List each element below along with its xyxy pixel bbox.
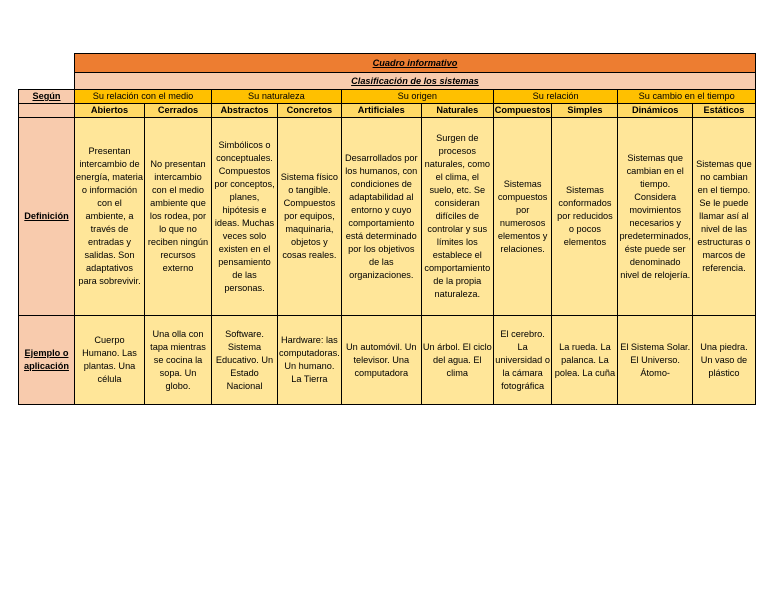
table-cell: Software. Sistema Educativo. Un Estado Nacional — [212, 316, 278, 405]
category-header: Su relación con el medio — [75, 90, 212, 104]
row-label-ejemplo: Ejemplo o aplicación — [19, 316, 75, 405]
subcategory-header: Dinámicos — [618, 104, 693, 118]
table-cell: La rueda. La palanca. La polea. La cuña — [552, 316, 618, 405]
table-subtitle: Clasificación de los sistemas — [75, 73, 756, 90]
table-title: Cuadro informativo — [75, 54, 756, 73]
subcategory-header: Estáticos — [692, 104, 755, 118]
table-cell: El cerebro. La universidad o la cámara fotográfica — [493, 316, 552, 405]
table-cell: Presentan intercambio de energía, materia o información con el ambiente, a través de entradas y salidas. Son adaptativos para sobrevivir. — [75, 118, 145, 316]
table-row — [19, 118, 756, 316]
category-header: Su naturaleza — [212, 90, 342, 104]
table-row — [19, 316, 756, 405]
table-cell: Surgen de procesos naturales, como el clima, el suelo, etc. Se consideran difíciles de controlar y sus límites los establece el comportamiento de la propia naturaleza. — [421, 118, 493, 316]
table-cell: Desarrollados por los humanos, con condiciones de adaptabilidad al entorno y cuyo comportamiento está determinado por los objetivos de las organizaciones. — [341, 118, 421, 316]
table-cell: Una olla con tapa mientras se cocina la sopa. Un globo. — [145, 316, 212, 405]
subcategory-header: Simples — [552, 104, 618, 118]
table-cell: Sistemas que no cambian en el tiempo. Se le puede llamar así al nivel de las estructuras o marcos de referencia. — [692, 118, 755, 316]
table-cell: Un automóvil. Un televisor. Una computadora — [341, 316, 421, 405]
table-cell: Un árbol. El ciclo del agua. El clima — [421, 316, 493, 405]
category-header: Su cambio en el tiempo — [618, 90, 756, 104]
subcategory-header: Cerrados — [145, 104, 212, 118]
table-cell: Sistemas conformados por reducidos o pocos elementos — [552, 118, 618, 316]
table-cell: No presentan intercambio con el medio ambiente que los rodea, por lo que no reciben ningún recursos externo — [145, 118, 212, 316]
table-cell: Sistemas que cambian en el tiempo. Considera movimientos necesarios y predeterminados, éste puede ser denominado nivel de relojería. — [618, 118, 693, 316]
row-label-definicion: Definición — [19, 118, 75, 316]
table-cell: Simbólicos o conceptuales. Compuestos por conceptos, planes, hipótesis e ideas. Muchas veces solo existen en el pensamiento de las personas. — [212, 118, 278, 316]
classification-table — [18, 53, 756, 405]
table-cell: Hardware: las computadoras. Un humano. La Tierra — [278, 316, 342, 405]
table-cell: El Sistema Solar. El Universo. Átomo- — [618, 316, 693, 405]
subcategory-header: Abstractos — [212, 104, 278, 118]
subcategory-header: Abiertos — [75, 104, 145, 118]
corner-blank — [19, 54, 75, 73]
category-header: Su origen — [341, 90, 493, 104]
subcategory-header: Naturales — [421, 104, 493, 118]
subcategory-header: Artificiales — [341, 104, 421, 118]
category-header: Su relación — [493, 90, 618, 104]
subheader-blank — [19, 104, 75, 118]
corner-blank — [19, 73, 75, 90]
table-cell: Cuerpo Humano. Las plantas. Una célula — [75, 316, 145, 405]
table-cell: Sistema físico o tangible. Compuestos por equipos, maquinaria, objetos y cosas reales. — [278, 118, 342, 316]
segun-header: Según — [19, 90, 75, 104]
table-cell: Una piedra. Un vaso de plástico — [692, 316, 755, 405]
table-cell: Sistemas compuestos por numerosos elementos y relaciones. — [493, 118, 552, 316]
subcategory-header: Compuestos — [493, 104, 552, 118]
subcategory-header: Concretos — [278, 104, 342, 118]
